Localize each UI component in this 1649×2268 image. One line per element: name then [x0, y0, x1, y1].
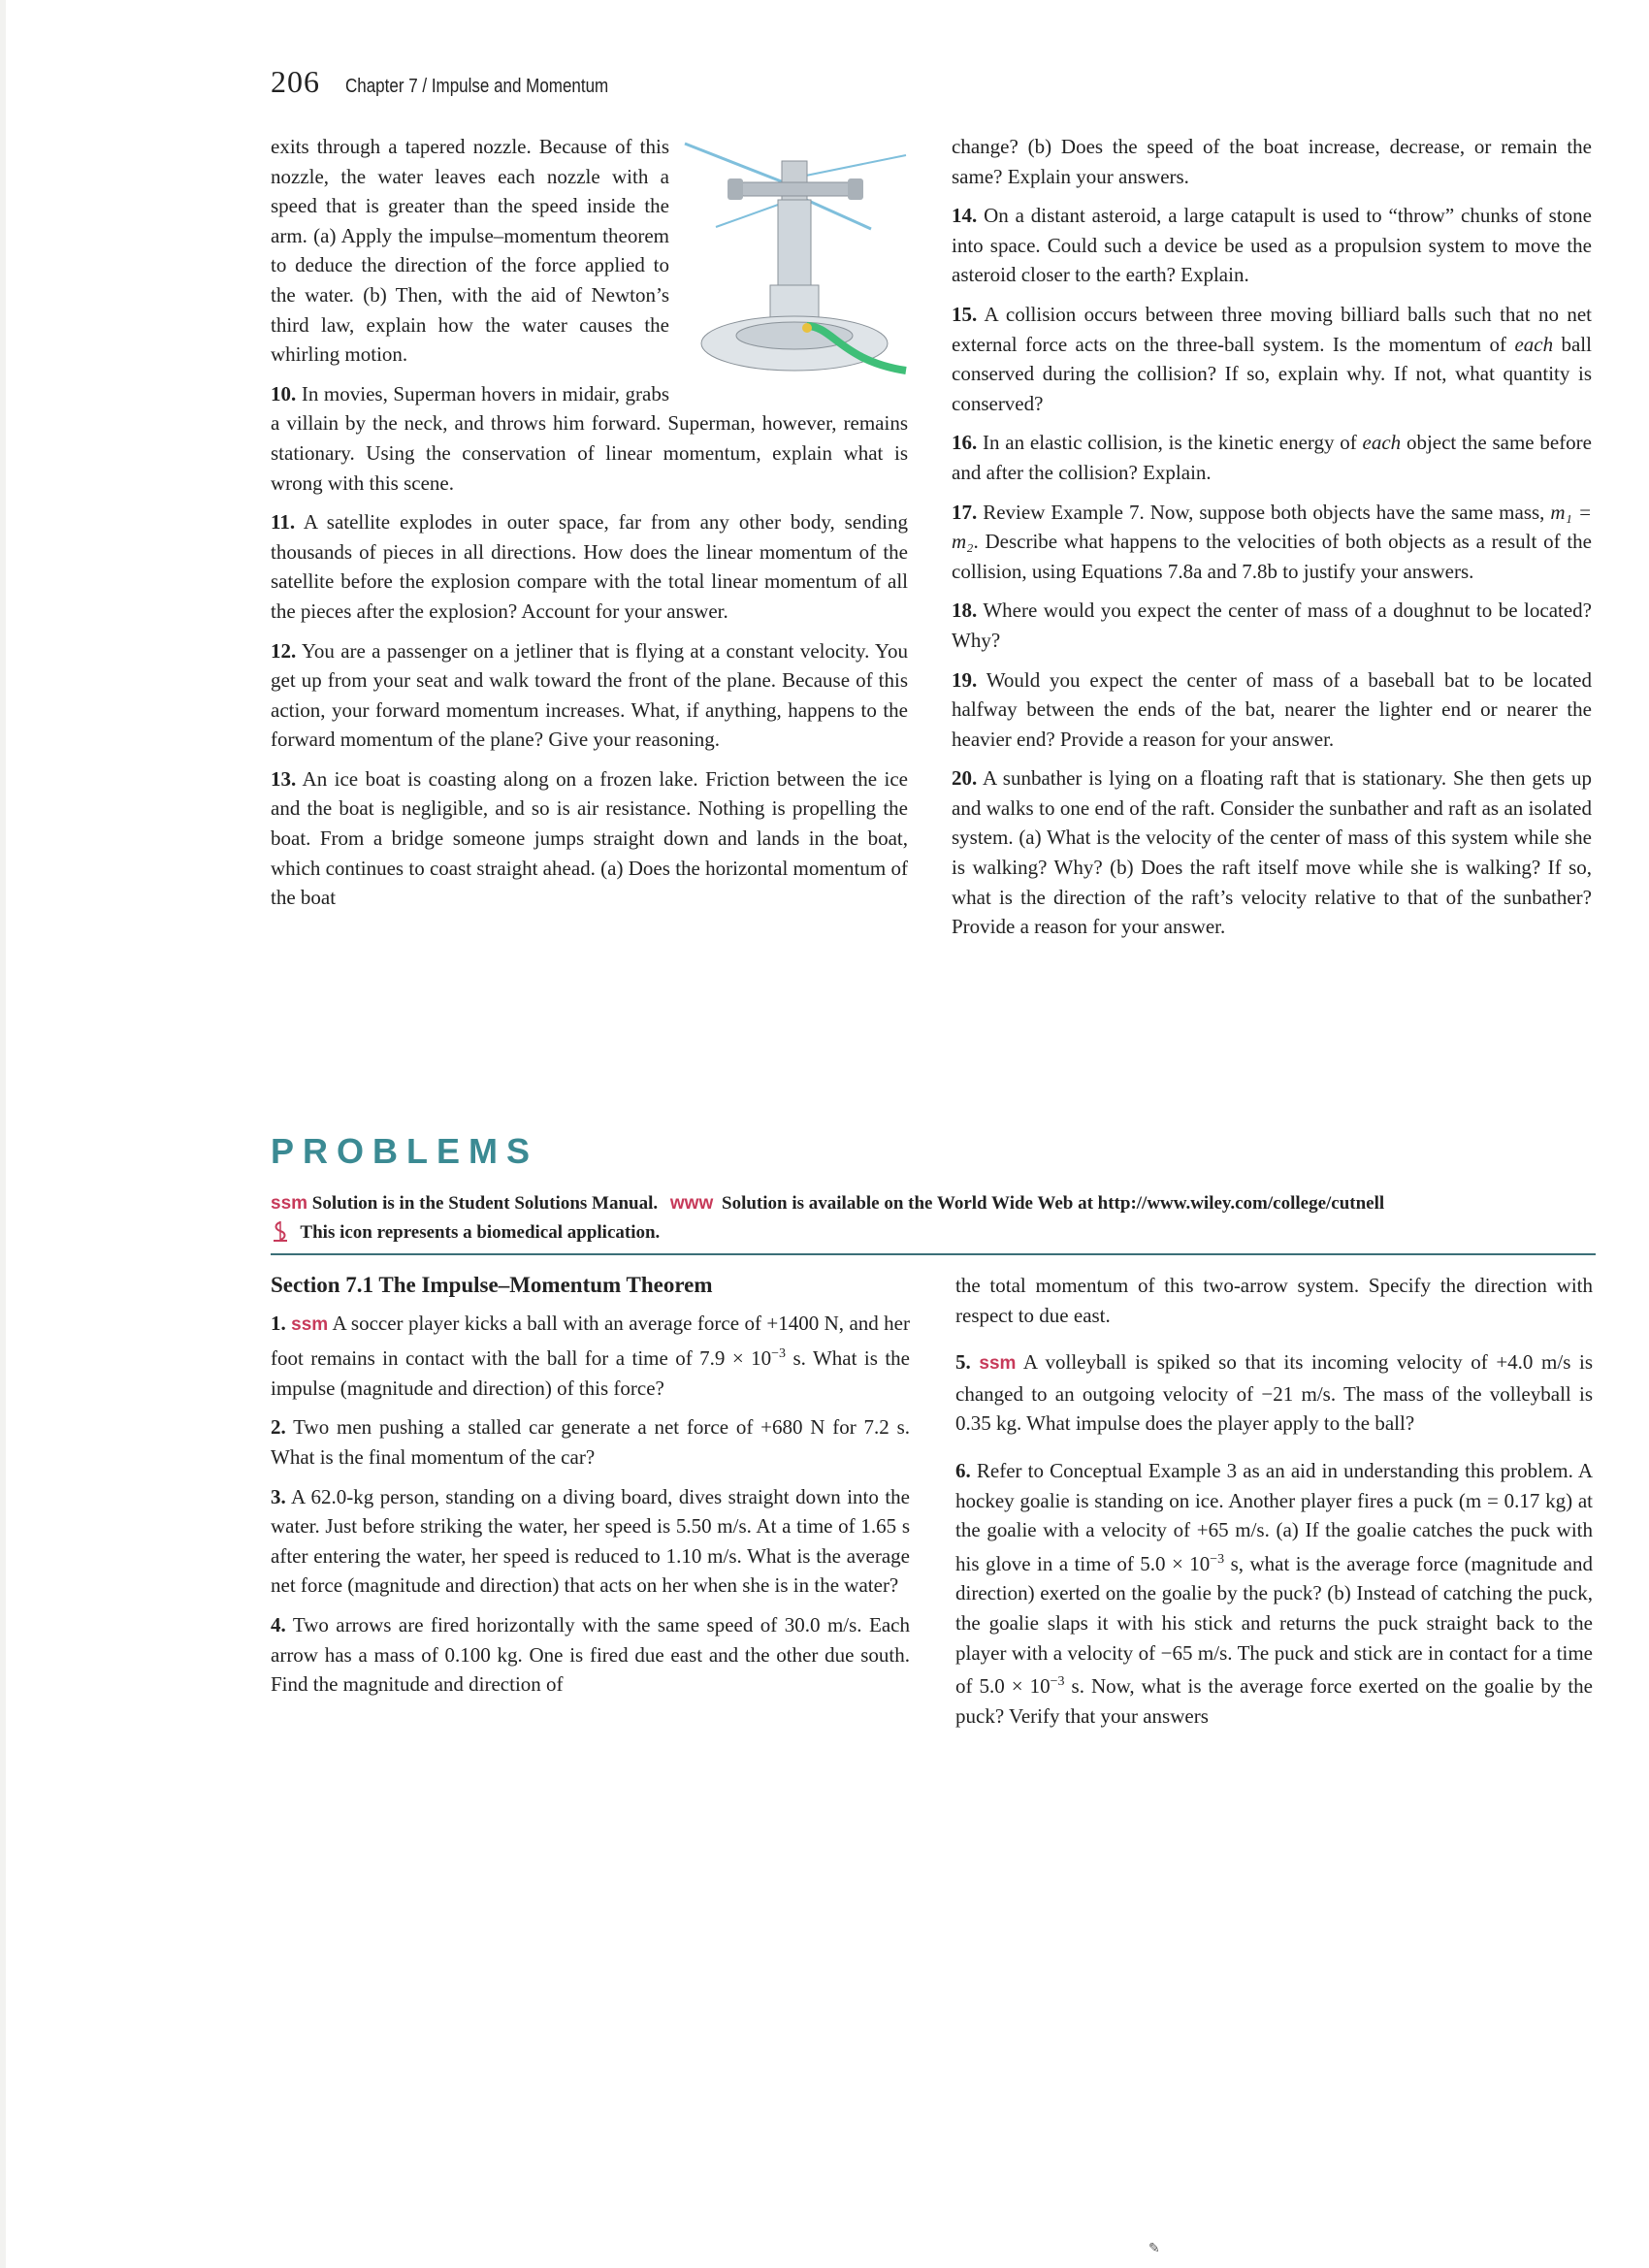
problem-text: Refer to Conceptual Example 3 as an aid in understanding this problem. A hockey goalie is standing on ice. Another player fires a puck (m = 0.17 kg) at the goalie with a velocity of +65 m/s. (a) If the goalie catches the puck with his glove in a time of 5.0 × 10 [955, 1458, 1594, 1575]
problem-text: s. Now, what is the average force exerted on the goalie by the puck? Verify that your answers [955, 1674, 1593, 1728]
problem-2 [271, 1412, 910, 1472]
question-text: In movies, Superman hovers in midair, grabs a villain by the neck, and throws him forward. Superman, however, remains stationary. Using the conservation of linear momentum, explain what is wrong with this scene. [271, 381, 908, 495]
question-number: 10. [271, 381, 297, 405]
exponent: −3 [1050, 1674, 1065, 1690]
question-text: A collision occurs between three moving billiard balls such that no net external force acts on the three-ball system. Is the momentum of [952, 302, 1592, 356]
question-12 [271, 636, 908, 755]
exponent: −3 [771, 1346, 787, 1362]
question-number: 14. [952, 204, 978, 228]
question-text: . Describe what happens to the velocities of both objects as a result of the collision, using Equations 7.8a and 7.8b to justify your answers. [952, 530, 1592, 583]
question-text: Would you expect the center of mass of a baseball bat to be located halfway between the ends of the bat, nearer the lighter end or nearer the heavier end? Provide a reason for your answer. [952, 667, 1592, 751]
question-15 [952, 300, 1592, 418]
section-title: Section 7.1 The Impulse–Momentum Theorem [271, 1273, 713, 1297]
question-10 [271, 379, 908, 498]
emphasis: each [1514, 332, 1554, 356]
problem-3 [271, 1482, 910, 1601]
chapter-title: Chapter 7 / Impulse and Momentum [345, 76, 609, 97]
problem-number: 4. [271, 1612, 286, 1636]
problem-1 [271, 1309, 910, 1404]
question-number: 13. [271, 766, 297, 791]
question-20 [952, 763, 1592, 942]
ssm-icon: ssm [979, 1353, 1017, 1375]
legend-divider [271, 1253, 1596, 1255]
problem-text: A soccer player kicks a ball with an average force of +1400 N, and her foot remains in contact with the ball for a time of 7.9 × 10 [271, 1311, 910, 1371]
question-text: A satellite explodes in outer space, far from any other body, sending thousands of pieces in all directions. How does the linear momentum of the satellite before the explosion compare with the total linear momentum of all the pieces after the explosion? Account for your answer. [271, 510, 908, 623]
question-number: 12. [271, 638, 297, 663]
question-text: A sunbather is lying on a floating raft that is stationary. She then gets up and walks to one end of the raft. Consider the sunbather and raft as an isolated system. (a) What is the velocity of the center of mass of this system while she is walking? Why? (b) Does the raft itself move while she is walking? If so, what is the direction of the raft’s velocity relative to that of the sunbather? Provide a reason for your answer. [952, 766, 1593, 939]
question-number: 19. [952, 667, 978, 692]
rotating-lawn-sprinkler-figure [677, 132, 908, 382]
questions-right-column [952, 132, 1592, 952]
problem-number: 3. [271, 1484, 286, 1508]
problems-heading: PROBLEMS [271, 1131, 539, 1171]
question-18 [952, 596, 1592, 655]
question-9-continuation: exits through a tapered nozzle. Because of this nozzle, the water leaves each nozzle with a speed that is greater than the speed inside the arm. (a) Apply the impulse–momentum theorem to deduce the direction of the force applied to the water. (b) Then, with the aid of Newton’s third law, explain how the water causes the whirling motion. [271, 135, 669, 367]
page-number: 206 [271, 64, 320, 99]
legend-line-2 [271, 1218, 1596, 1247]
question-text: You are a passenger on a jetliner that is flying at a constant velocity. You get up from your seat and walk toward the front of the plane. Because of this action, your forward momentum increases. What, if anything, happens to the forward momentum of the plane? Give your reasoning. [271, 638, 908, 752]
scan-mark: ✎ [1148, 2242, 1160, 2256]
problem-text: Two men pushing a stalled car generate a net force of +680 N for 7.2 s. What is the final momentum of the car? [271, 1415, 910, 1469]
question-number: 20. [952, 766, 978, 791]
question-number: 15. [952, 302, 978, 326]
question-14 [952, 201, 1592, 290]
biomedical-icon [271, 1220, 290, 1242]
equation: m₁ = m₂ [952, 500, 1593, 554]
problem-text: s. What is the impulse (magnitude and direction) of this force? [271, 1346, 910, 1400]
question-text: An ice boat is coasting along on a frozen lake. Friction between the ice and the boat is negligible, and so is air resistance. Nothing is propelling the boat. From a bridge someone jumps straight down and lands in the boat, which continues to coast straight ahead. (a) Does the horizontal momentum of the boat [271, 766, 908, 910]
problem-text: A 62.0-kg person, standing on a diving board, dives straight down into the water. Just before striking the water, her speed is 5.50 m/s. At a time of 1.65 s after entering the water, her speed is reduced to 1.10 m/s. What is the average net force (magnitude and direction) that acts on her when she is in the water? [271, 1484, 910, 1598]
problems-legend [271, 1189, 1596, 1247]
problem-4 [271, 1610, 910, 1700]
problem-6 [955, 1456, 1593, 1731]
problem-4-continuation: the total momentum of this two-arrow system. Specify the direction with respect to due east. [955, 1274, 1593, 1327]
exponent: −3 [1210, 1551, 1225, 1567]
question-text: object the same before and after the collision? Explain. [952, 431, 1593, 484]
problem-number: 6. [955, 1458, 971, 1482]
question-13-continuation: change? (b) Does the speed of the boat increase, decrease, or remain the same? Explain your answers. [952, 135, 1592, 188]
problem-number: 1. [271, 1311, 286, 1335]
question-text: ball conserved during the collision? If so, explain why. If not, what quantity is conserved? [952, 332, 1592, 415]
ssm-legend-text: Solution is in the Student Solutions Manual. [311, 1193, 659, 1214]
problem-text: Two arrows are fired horizontally with the same speed of 30.0 m/s. Each arrow has a mass of 0.100 kg. One is fired due east and the other due south. Find the magnitude and direction of [271, 1612, 910, 1697]
problems-right-column [955, 1271, 1593, 1740]
question-number: 17. [952, 500, 978, 524]
www-legend-text: Solution is available on the World Wide Web at http://www.wiley.com/college/cutnell [722, 1193, 1385, 1214]
question-text: Review Example 7. Now, suppose both objects have the same mass, [983, 500, 1551, 524]
question-13 [271, 764, 908, 913]
question-text: In an elastic collision, is the kinetic energy of [983, 431, 1363, 455]
problem-number: 2. [271, 1415, 286, 1440]
problem-number: 5. [955, 1350, 971, 1375]
question-16 [952, 428, 1592, 487]
ssm-icon: ssm [271, 1193, 308, 1214]
ssm-icon: ssm [291, 1313, 329, 1335]
biomedical-legend-text: This icon represents a biomedical application. [300, 1222, 661, 1243]
question-number: 18. [952, 599, 978, 623]
question-19 [952, 665, 1592, 755]
problems-left-column [271, 1271, 910, 1709]
question-17 [952, 498, 1592, 587]
question-text: Where would you expect the center of mass of a doughnut to be located? Why? [952, 599, 1593, 652]
problem-text: s, what is the average force (magnitude and direction) exerted on the goalie by the puck? (b) Instead of catching the puck, the goalie slaps it with his stick and returns the puck straight back to the player with a velocity of −65 m/s. The puck and stick are in contact for a time of 5.0 × 10 [955, 1551, 1593, 1699]
question-text: On a distant asteroid, a large catapult is used to “throw” chunks of stone into space. Could such a device be used as a propulsion system to move the asteroid closer to the earth? Explain. [952, 204, 1593, 287]
emphasis: each [1362, 431, 1402, 455]
www-icon: www [669, 1193, 714, 1214]
problem-text: A volleyball is spiked so that its incoming velocity of +4.0 m/s is changed to an outgoing velocity of −21 m/s. The mass of the volleyball is 0.35 kg. What impulse does the player apply to the ball? [955, 1350, 1594, 1436]
question-number: 11. [271, 510, 296, 535]
running-header [271, 64, 655, 100]
question-number: 16. [952, 431, 978, 455]
legend-line-1 [271, 1189, 1596, 1218]
problem-5 [955, 1347, 1593, 1439]
questions-left-column [271, 132, 908, 923]
page-edge [0, 0, 6, 2268]
question-11 [271, 507, 908, 626]
